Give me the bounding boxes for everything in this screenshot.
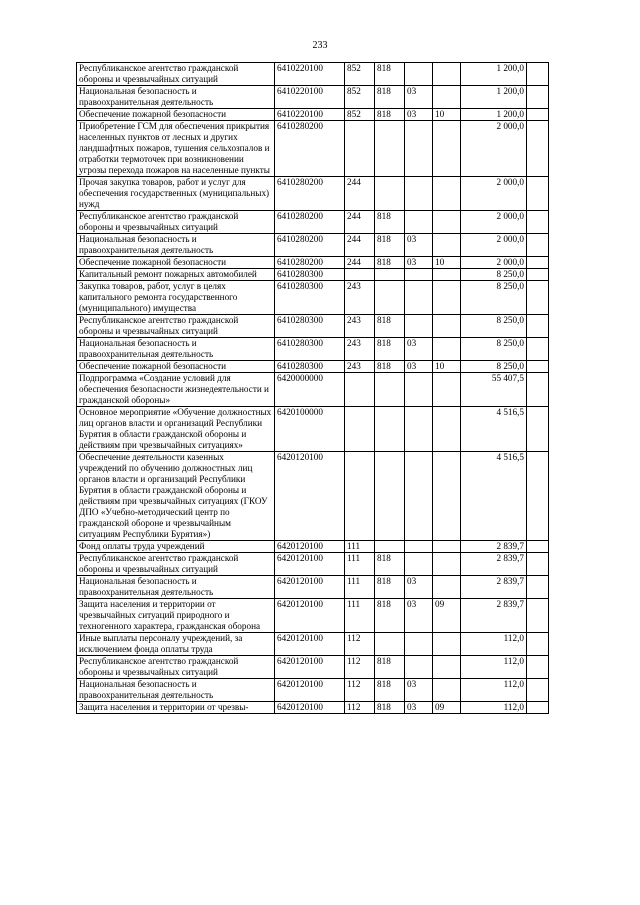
table-row (77, 281, 549, 315)
row-section (405, 373, 433, 407)
row-administrator-code (375, 269, 405, 281)
row-name: Республиканское агентство гражданской обороны и чрезвычайных ситуаций (77, 656, 275, 679)
row-amount: 2 839,7 (461, 541, 527, 553)
row-section: 03 (405, 86, 433, 109)
row-target-article: 6410280300 (275, 338, 345, 361)
row-subsection (433, 177, 461, 211)
row-name: Национальная безопасность и правоохранительная деятельность (77, 338, 275, 361)
row-amount: 2 839,7 (461, 553, 527, 576)
row-section: 03 (405, 257, 433, 269)
row-extra (527, 109, 549, 121)
row-target-article: 6410280300 (275, 361, 345, 373)
row-expense-type (345, 452, 375, 541)
row-administrator-code (375, 121, 405, 177)
row-amount: 1 200,0 (461, 86, 527, 109)
row-extra (527, 63, 549, 86)
row-extra (527, 407, 549, 452)
row-subsection (433, 63, 461, 86)
row-administrator-code: 818 (375, 656, 405, 679)
row-section (405, 211, 433, 234)
row-subsection (433, 576, 461, 599)
row-name: Фонд оплаты труда учреждений (77, 541, 275, 553)
row-target-article: 6410280200 (275, 211, 345, 234)
row-extra (527, 257, 549, 269)
row-expense-type: 111 (345, 541, 375, 553)
table-row (77, 177, 549, 211)
row-target-article: 6410280200 (275, 234, 345, 257)
row-section: 03 (405, 234, 433, 257)
row-expense-type: 244 (345, 211, 375, 234)
row-expense-type: 112 (345, 679, 375, 702)
row-name: Республиканское агентство гражданской обороны и чрезвычайных ситуаций (77, 211, 275, 234)
row-section (405, 177, 433, 211)
row-name: Подпрограмма «Создание условий для обеспечения безопасности жизнедеятельности и гражданской обороны» (77, 373, 275, 407)
row-extra (527, 281, 549, 315)
row-amount: 8 250,0 (461, 281, 527, 315)
row-subsection (433, 281, 461, 315)
row-target-article: 6420120100 (275, 656, 345, 679)
row-section (405, 541, 433, 553)
row-expense-type: 111 (345, 553, 375, 576)
row-target-article: 6420120100 (275, 633, 345, 656)
row-section (405, 553, 433, 576)
row-name: Национальная безопасность и правоохранительная деятельность (77, 86, 275, 109)
row-extra (527, 452, 549, 541)
row-amount: 8 250,0 (461, 361, 527, 373)
row-expense-type: 852 (345, 86, 375, 109)
row-target-article: 6410280200 (275, 121, 345, 177)
row-target-article: 6410280300 (275, 281, 345, 315)
row-target-article: 6420120100 (275, 553, 345, 576)
row-section: 03 (405, 338, 433, 361)
row-subsection (433, 315, 461, 338)
row-target-article: 6420120100 (275, 541, 345, 553)
row-expense-type: 243 (345, 315, 375, 338)
row-name: Республиканское агентство гражданской обороны и чрезвычайных ситуаций (77, 63, 275, 86)
row-name: Национальная безопасность и правоохранительная деятельность (77, 576, 275, 599)
row-subsection (433, 269, 461, 281)
row-extra (527, 576, 549, 599)
table-row (77, 121, 549, 177)
row-extra (527, 86, 549, 109)
row-name: Защита населения и территории от чрезвы- (77, 702, 275, 714)
row-name: Национальная безопасность и правоохранительная деятельность (77, 234, 275, 257)
row-section: 03 (405, 109, 433, 121)
row-target-article: 6420120100 (275, 576, 345, 599)
row-subsection (433, 373, 461, 407)
table-row (77, 86, 549, 109)
row-target-article: 6410280200 (275, 177, 345, 211)
row-expense-type: 112 (345, 656, 375, 679)
row-administrator-code: 818 (375, 702, 405, 714)
row-administrator-code (375, 373, 405, 407)
row-subsection: 10 (433, 109, 461, 121)
table-row (77, 452, 549, 541)
row-extra (527, 599, 549, 633)
row-extra (527, 121, 549, 177)
row-expense-type: 243 (345, 338, 375, 361)
table-row (77, 407, 549, 452)
table-row (77, 679, 549, 702)
row-amount: 112,0 (461, 702, 527, 714)
table-row (77, 633, 549, 656)
row-subsection (433, 553, 461, 576)
row-amount: 2 000,0 (461, 177, 527, 211)
row-target-article: 6410220100 (275, 109, 345, 121)
row-amount: 2 839,7 (461, 599, 527, 633)
row-extra (527, 656, 549, 679)
row-extra (527, 679, 549, 702)
row-target-article: 6410220100 (275, 86, 345, 109)
row-extra (527, 269, 549, 281)
page-number: 233 (312, 40, 328, 51)
row-amount: 55 407,5 (461, 373, 527, 407)
row-subsection (433, 211, 461, 234)
row-name: Обеспечение пожарной безопасности (77, 109, 275, 121)
row-administrator-code: 818 (375, 234, 405, 257)
row-section: 03 (405, 576, 433, 599)
row-amount: 2 000,0 (461, 211, 527, 234)
table-row (77, 269, 549, 281)
row-administrator-code: 818 (375, 109, 405, 121)
row-amount: 2 000,0 (461, 234, 527, 257)
row-administrator-code (375, 541, 405, 553)
row-amount: 112,0 (461, 679, 527, 702)
table-row (77, 702, 549, 714)
row-name: Капитальный ремонт пожарных автомобилей (77, 269, 275, 281)
row-target-article: 6420120100 (275, 679, 345, 702)
row-target-article: 6420100000 (275, 407, 345, 452)
row-amount: 8 250,0 (461, 269, 527, 281)
row-administrator-code: 818 (375, 599, 405, 633)
row-extra (527, 633, 549, 656)
row-administrator-code (375, 177, 405, 211)
row-name: Обеспечение деятельности казенных учреждений по обучению должностных лиц органов власти и организаций Республики Бурятия в области гражданской обороны и действиям при чрезвычайных ситуациях (ГКОУ ДПО «Учебно-методический центр по гражданской обороне и чрезвычайным ситуациям Республики Бурятия») (77, 452, 275, 541)
row-section: 03 (405, 679, 433, 702)
row-section (405, 121, 433, 177)
table-row (77, 373, 549, 407)
row-subsection (433, 234, 461, 257)
row-section: 03 (405, 702, 433, 714)
row-extra (527, 373, 549, 407)
row-name: Закупка товаров, работ, услуг в целях капитального ремонта государственного (муниципального) имущества (77, 281, 275, 315)
table-row (77, 361, 549, 373)
row-subsection (433, 407, 461, 452)
row-target-article: 6410280300 (275, 269, 345, 281)
budget-table (76, 62, 549, 714)
row-section (405, 281, 433, 315)
row-extra (527, 177, 549, 211)
table-row (77, 553, 549, 576)
row-extra (527, 541, 549, 553)
row-amount: 2 000,0 (461, 257, 527, 269)
row-subsection: 10 (433, 257, 461, 269)
table-row (77, 63, 549, 86)
row-subsection (433, 121, 461, 177)
row-expense-type: 852 (345, 63, 375, 86)
row-target-article: 6410220100 (275, 63, 345, 86)
row-subsection: 09 (433, 599, 461, 633)
row-target-article: 6420120100 (275, 452, 345, 541)
row-subsection (433, 656, 461, 679)
row-expense-type (345, 121, 375, 177)
row-name: Республиканское агентство гражданской обороны и чрезвычайных ситуаций (77, 315, 275, 338)
row-extra (527, 211, 549, 234)
row-section (405, 407, 433, 452)
row-expense-type: 112 (345, 702, 375, 714)
row-expense-type: 111 (345, 599, 375, 633)
row-administrator-code: 818 (375, 211, 405, 234)
row-section (405, 633, 433, 656)
table-row (77, 315, 549, 338)
row-extra (527, 702, 549, 714)
row-amount: 112,0 (461, 656, 527, 679)
row-amount: 112,0 (461, 633, 527, 656)
row-name: Иные выплаты персоналу учреждений, за исключением фонда оплаты труда (77, 633, 275, 656)
row-target-article: 6420000000 (275, 373, 345, 407)
row-amount: 4 516,5 (461, 452, 527, 541)
row-expense-type: 244 (345, 234, 375, 257)
table-row (77, 656, 549, 679)
table-row (77, 257, 549, 269)
row-section (405, 269, 433, 281)
row-administrator-code: 818 (375, 361, 405, 373)
row-expense-type: 244 (345, 177, 375, 211)
row-section (405, 315, 433, 338)
row-target-article: 6420120100 (275, 702, 345, 714)
row-target-article: 6410280200 (275, 257, 345, 269)
row-section (405, 452, 433, 541)
row-expense-type: 243 (345, 281, 375, 315)
row-amount: 1 200,0 (461, 63, 527, 86)
row-subsection (433, 452, 461, 541)
row-expense-type: 243 (345, 361, 375, 373)
row-expense-type (345, 373, 375, 407)
row-name: Защита населения и территории от чрезвычайных ситуаций природного и техногенного характера, гражданская оборона (77, 599, 275, 633)
row-name: Республиканское агентство гражданской обороны и чрезвычайных ситуаций (77, 553, 275, 576)
row-administrator-code: 818 (375, 315, 405, 338)
row-administrator-code: 818 (375, 553, 405, 576)
row-administrator-code: 818 (375, 86, 405, 109)
row-expense-type: 111 (345, 576, 375, 599)
row-name: Обеспечение пожарной безопасности (77, 361, 275, 373)
row-administrator-code (375, 633, 405, 656)
row-expense-type (345, 407, 375, 452)
table-row (77, 109, 549, 121)
row-section (405, 63, 433, 86)
table-row (77, 211, 549, 234)
row-administrator-code (375, 407, 405, 452)
row-name: Прочая закупка товаров, работ и услуг для обеспечения государственных (муниципальных) нужд (77, 177, 275, 211)
row-section: 03 (405, 361, 433, 373)
row-subsection: 09 (433, 702, 461, 714)
row-subsection (433, 86, 461, 109)
row-administrator-code (375, 281, 405, 315)
row-name: Приобретение ГСМ для обеспечения прикрытия населенных пунктов от лесных и других ландшафтных пожаров, тушения сельхозпалов и отработки термоточек при возникновении угрозы перехода пожаров на населенные пункты (77, 121, 275, 177)
row-target-article: 6420120100 (275, 599, 345, 633)
row-administrator-code: 818 (375, 576, 405, 599)
row-administrator-code: 818 (375, 257, 405, 269)
row-expense-type (345, 269, 375, 281)
row-expense-type: 852 (345, 109, 375, 121)
row-extra (527, 553, 549, 576)
row-amount: 2 839,7 (461, 576, 527, 599)
table-row (77, 576, 549, 599)
row-section: 03 (405, 599, 433, 633)
row-subsection: 10 (433, 361, 461, 373)
row-expense-type: 244 (345, 257, 375, 269)
table-row (77, 234, 549, 257)
table-row (77, 599, 549, 633)
row-administrator-code (375, 452, 405, 541)
table-body (77, 63, 549, 714)
row-amount: 2 000,0 (461, 121, 527, 177)
row-name: Национальная безопасность и правоохранительная деятельность (77, 679, 275, 702)
row-expense-type: 112 (345, 633, 375, 656)
row-extra (527, 338, 549, 361)
table-row (77, 541, 549, 553)
row-administrator-code: 818 (375, 63, 405, 86)
row-administrator-code: 818 (375, 679, 405, 702)
row-subsection (433, 633, 461, 656)
row-subsection (433, 541, 461, 553)
row-amount: 1 200,0 (461, 109, 527, 121)
row-amount: 4 516,5 (461, 407, 527, 452)
row-section (405, 656, 433, 679)
row-subsection (433, 338, 461, 361)
row-amount: 8 250,0 (461, 338, 527, 361)
row-name: Основное мероприятие «Обучение должностных лиц органов власти и организаций Республики Бурятия в области гражданской обороны и действиям при чрезвычайных ситуациях» (77, 407, 275, 452)
row-extra (527, 315, 549, 338)
row-administrator-code: 818 (375, 338, 405, 361)
row-subsection (433, 679, 461, 702)
row-name: Обеспечение пожарной безопасности (77, 257, 275, 269)
table-row (77, 338, 549, 361)
row-extra (527, 234, 549, 257)
row-extra (527, 361, 549, 373)
row-target-article: 6410280300 (275, 315, 345, 338)
row-amount: 8 250,0 (461, 315, 527, 338)
